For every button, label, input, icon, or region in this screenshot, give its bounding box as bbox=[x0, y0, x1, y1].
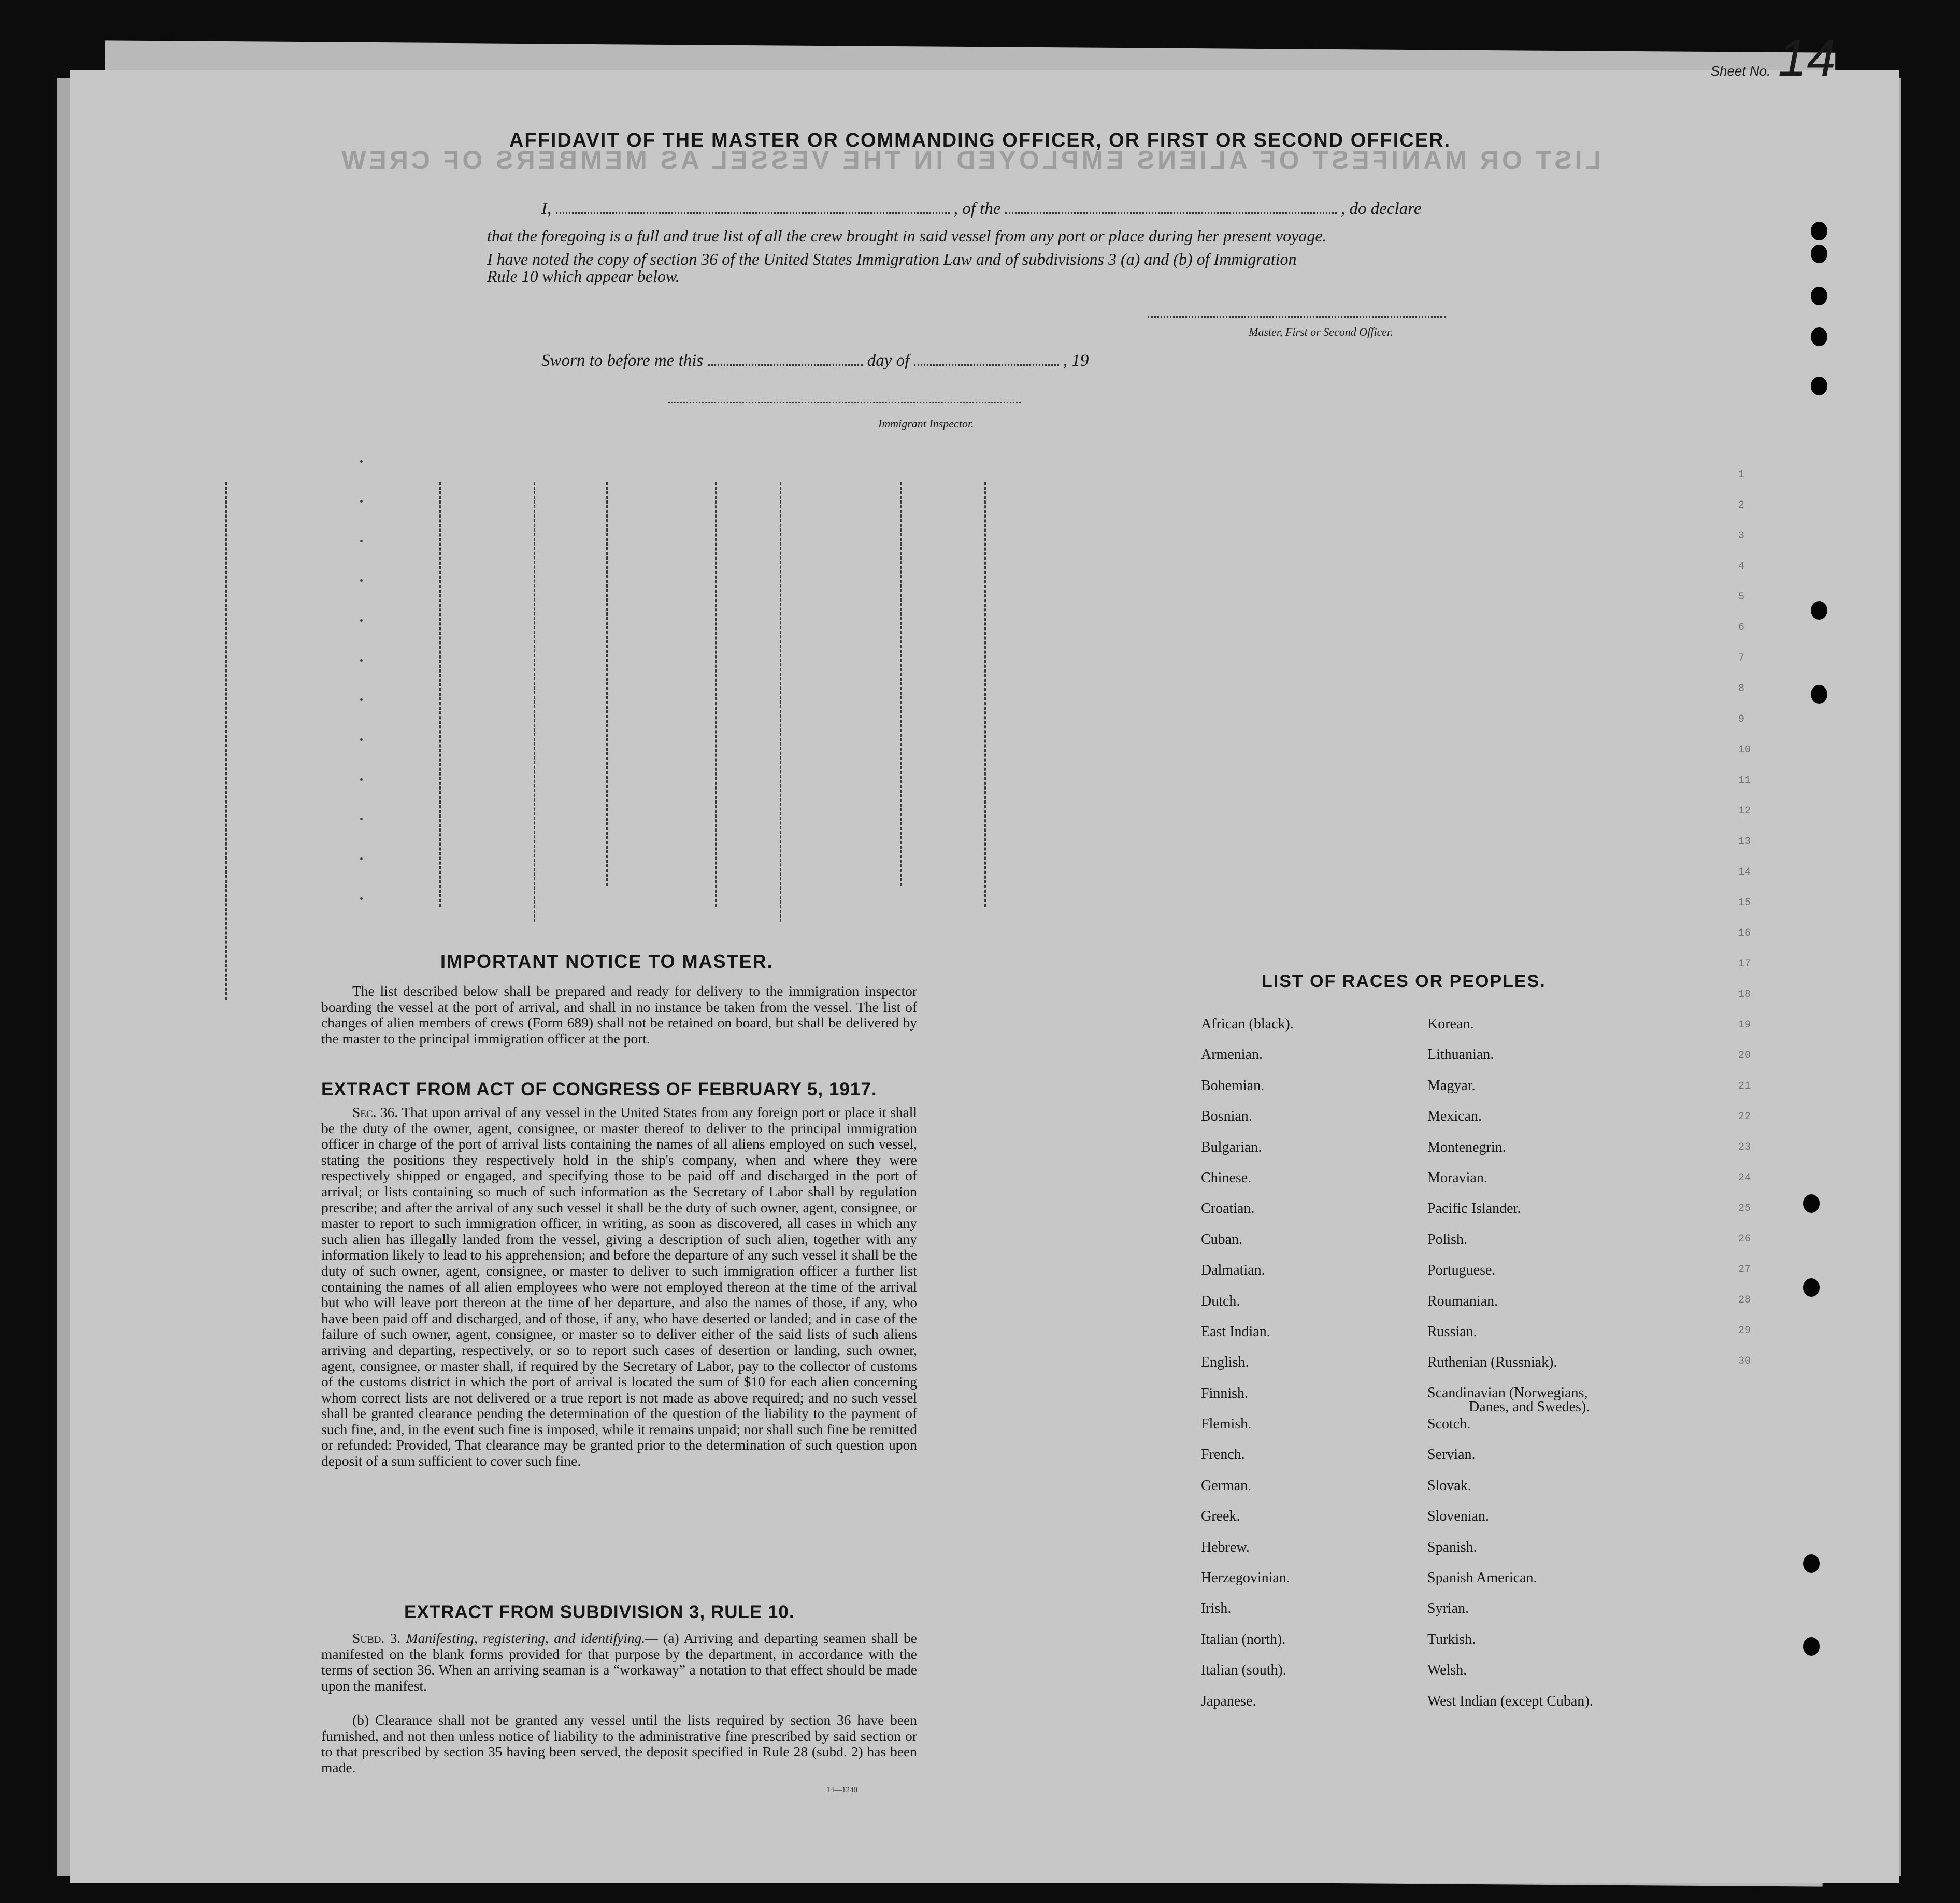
row-number: 15 bbox=[1738, 897, 1751, 909]
row-number: 23 bbox=[1738, 1141, 1751, 1153]
row-marker bbox=[360, 500, 363, 503]
name-field[interactable] bbox=[556, 212, 950, 214]
race-item: West Indian (except Cuban). bbox=[1427, 1693, 1593, 1709]
race-item: Pacific Islander. bbox=[1427, 1200, 1521, 1217]
race-item: Korean. bbox=[1427, 1016, 1474, 1032]
row-number: 8 bbox=[1738, 683, 1745, 695]
affidavit-line-3: I have noted the copy of section 36 of the United States Immigration Law and of subdivisions 3 (a) and (b) of Immigration bbox=[487, 250, 1297, 268]
affidavit-title: AFFIDAVIT OF THE MASTER OR COMMANDING OFFICER, OR FIRST OR SECOND OFFICER. bbox=[509, 130, 1451, 151]
race-item: Lithuanian. bbox=[1427, 1047, 1494, 1063]
row-number: 7 bbox=[1738, 652, 1745, 664]
binder-hole bbox=[1803, 1637, 1820, 1656]
affidavit-i: I, bbox=[541, 199, 552, 218]
act-section-text: That upon arrival of any vessel in the United States from any foreign port or place it shall be the duty of the owner, agent, consignee, or master thereof to deliver to the principal immigration officer in charge of the port of arrival lists containing the names of all aliens employed on such vessel, stating the positions they respectively hold in the ship's company, when and where they were respectively shipped or engaged, and specifying those to be paid off and discharged in the port of arrival; or lists containing so much of such information as the Secretary of Labor shall by regulation prescribe; and after the arrival of any such vessel it shall be the duty of such owner, agent, consignee, or master to report to such immigration officer, in writing, as soon as discovered, all cases in which any such alien has illegally landed from the vessel, giving a description of such alien, together with any information likely to lead to his apprehension; and before the departure of any such vessel it shall be the duty of such owner, agent, consignee, or master to deliver to such immigration officer a further list containing the names of all alien employees who were not employed thereon at the time of the arrival but who will leave port thereon at the time of her departure, and also the names of those, if any, who have been paid off and discharged, and of those, if any, who have deserted or landed; and in case of the failure of such owner, agent, consignee, or master so to deliver either of the said lists of such aliens arriving and departing, respectively, or so to report such cases of desertion or landing, such owner, agent, consignee, or master shall, if required by the Secretary of Labor, pay to the collector of customs of the customs district in which the port of arrival is located the sum of $10 for each alien concerning whom correct lists are not delivered or a true report is not made as above required; and no such vessel shall be granted clearance pending the determination of the question of the liability to the payment of such fine, and, in the event such fine is imposed, while it remains unpaid; nor shall such fine be remitted or refunded: Provided, That clearance may be granted prior to the determination of such question upon deposit of a sum sufficient to cover such fine. bbox=[321, 1104, 918, 1469]
race-item: Italian (south). bbox=[1201, 1662, 1286, 1679]
master-signature-label: Master, First or Second Officer. bbox=[1249, 325, 1393, 338]
sworn-day-of: day of bbox=[867, 351, 910, 370]
row-number: 28 bbox=[1738, 1294, 1751, 1306]
race-item: Roumanian. bbox=[1427, 1293, 1498, 1309]
race-item: Dutch. bbox=[1201, 1293, 1240, 1309]
row-number: 20 bbox=[1738, 1050, 1751, 1062]
inspector-signature-label: Immigrant Inspector. bbox=[878, 417, 974, 430]
form-code: 14—1240 bbox=[826, 1786, 857, 1794]
row-number: 6 bbox=[1738, 622, 1745, 634]
race-item: Flemish. bbox=[1201, 1416, 1252, 1433]
affidavit-of-the: , of the bbox=[953, 199, 1001, 218]
row-number: 22 bbox=[1738, 1111, 1751, 1123]
sworn-line bbox=[541, 351, 1089, 370]
race-item: Servian. bbox=[1427, 1447, 1476, 1463]
binder-hole bbox=[1811, 685, 1827, 704]
race-item: Bohemian. bbox=[1201, 1077, 1265, 1094]
race-item: French. bbox=[1201, 1447, 1245, 1463]
race-item: Dalmatian. bbox=[1201, 1262, 1265, 1279]
race-item: English. bbox=[1201, 1354, 1249, 1371]
sworn-year: , 19 bbox=[1063, 351, 1089, 370]
row-marker bbox=[360, 659, 363, 662]
row-number: 26 bbox=[1738, 1233, 1751, 1245]
rule-subd-label: Subd. 3. bbox=[352, 1630, 401, 1646]
race-item: Bosnian. bbox=[1201, 1108, 1252, 1125]
vessel-field[interactable] bbox=[1005, 212, 1337, 214]
race-item: Scotch. bbox=[1427, 1416, 1471, 1433]
rule-extract-para-b: (b) Clearance shall not be granted any vessel until the lists required by section 36 have been furnished, and not then unless notice of liability to the administrative fine prescribed by said section or to that prescribed by section 35 having been served, the deposit specified in Rule 28 (subd. 2) has been made. bbox=[321, 1712, 917, 1776]
race-item: Finnish. bbox=[1201, 1385, 1249, 1401]
row-number: 30 bbox=[1738, 1355, 1751, 1367]
race-item: Russian. bbox=[1427, 1323, 1477, 1340]
sworn-day-field[interactable] bbox=[708, 364, 863, 366]
row-number: 16 bbox=[1738, 927, 1751, 939]
column-rule bbox=[606, 482, 609, 886]
race-item: Syrian. bbox=[1427, 1600, 1469, 1617]
race-item: Croatian. bbox=[1201, 1200, 1255, 1217]
binder-hole bbox=[1803, 1194, 1820, 1213]
row-number: 27 bbox=[1738, 1264, 1751, 1276]
row-number: 19 bbox=[1738, 1019, 1751, 1031]
column-rule bbox=[225, 482, 228, 1000]
race-item: Moravian. bbox=[1427, 1169, 1487, 1186]
row-number: 12 bbox=[1738, 805, 1751, 817]
affidavit-line-2: that the foregoing is a full and true list of all the crew brought in said vessel from any port or place during her present voyage. bbox=[487, 226, 1327, 245]
notice-title: IMPORTANT NOTICE TO MASTER. bbox=[440, 951, 774, 972]
race-item: Hebrew. bbox=[1201, 1539, 1250, 1555]
race-item: Armenian. bbox=[1201, 1047, 1263, 1063]
column-rule bbox=[984, 482, 988, 907]
race-item: Greek. bbox=[1201, 1508, 1240, 1525]
row-number: 13 bbox=[1738, 836, 1751, 848]
row-number: 14 bbox=[1738, 866, 1751, 878]
race-item: Portuguese. bbox=[1427, 1262, 1496, 1279]
notice-body: The list described below shall be prepared and ready for delivery to the immigration inspector boarding the vessel at the port of arrival, and shall in no instance be taken from the vessel. The list of changes of alien members of crews (Form 689) shall not be retained on board, but shall be delivered by the master to the principal immigration officer at the port. bbox=[321, 983, 917, 1047]
row-marker bbox=[360, 778, 363, 781]
binder-hole bbox=[1811, 377, 1827, 395]
race-item: Slovenian. bbox=[1427, 1508, 1489, 1525]
row-number: 25 bbox=[1738, 1203, 1751, 1214]
row-number: 10 bbox=[1738, 744, 1751, 756]
race-item: Bulgarian. bbox=[1201, 1139, 1262, 1155]
sworn-month-field[interactable] bbox=[914, 364, 1059, 366]
sheet-number-label: Sheet No. bbox=[1710, 63, 1771, 79]
affidavit-declare: , do declare bbox=[1340, 199, 1422, 218]
rule-extract-title: EXTRACT FROM SUBDIVISION 3, RULE 10. bbox=[404, 1602, 795, 1622]
sworn-prefix: Sworn to before me this bbox=[541, 351, 704, 370]
race-item: Scandinavian (Norwegians, Danes, and Swedes). bbox=[1427, 1386, 1593, 1416]
row-number: 18 bbox=[1738, 989, 1751, 1000]
race-item: Slovak. bbox=[1427, 1477, 1471, 1494]
race-item: Montenegrin. bbox=[1427, 1139, 1506, 1155]
race-item: Ruthenian (Russniak). bbox=[1427, 1354, 1557, 1371]
rule-subd-heading: Manifesting, registering, and identifying.— bbox=[406, 1630, 658, 1646]
row-marker bbox=[360, 698, 363, 701]
row-number: 2 bbox=[1738, 499, 1745, 511]
column-rule bbox=[534, 482, 537, 922]
column-rule bbox=[780, 482, 783, 922]
race-item: Welsh. bbox=[1427, 1662, 1467, 1679]
row-number: 3 bbox=[1738, 530, 1745, 542]
act-extract-title: EXTRACT FROM ACT OF CONGRESS OF FEBRUARY 5, 1917. bbox=[321, 1079, 877, 1099]
inspector-signature-field[interactable] bbox=[668, 402, 1021, 403]
affidavit-line-4: Rule 10 which appear below. bbox=[487, 267, 680, 285]
race-item: Mexican. bbox=[1427, 1108, 1482, 1125]
races-title: LIST OF RACES OR PEOPLES. bbox=[1262, 971, 1546, 991]
binder-hole bbox=[1811, 287, 1827, 305]
bleed-through-header: LIST OR MANIFEST OF ALIENS EMPLOYED IN THE VESSEL AS MEMBERS OF CREW bbox=[338, 146, 1601, 175]
row-number: 1 bbox=[1738, 469, 1745, 481]
row-marker bbox=[360, 540, 363, 542]
binder-hole bbox=[1811, 222, 1827, 240]
row-number: 5 bbox=[1738, 591, 1745, 603]
master-signature-field[interactable] bbox=[1148, 316, 1446, 318]
binder-hole bbox=[1803, 1554, 1820, 1573]
row-number: 17 bbox=[1738, 958, 1751, 970]
race-item: Magyar. bbox=[1427, 1077, 1476, 1094]
race-item: Polish. bbox=[1427, 1231, 1468, 1248]
race-item: Cuban. bbox=[1201, 1231, 1243, 1248]
act-section-label: Sec. 36. bbox=[352, 1104, 398, 1120]
race-item: Herzegovinian. bbox=[1201, 1570, 1290, 1586]
race-item: German. bbox=[1201, 1477, 1252, 1494]
row-marker bbox=[360, 857, 363, 860]
races-list-right bbox=[1427, 1017, 1593, 1724]
rule-extract-para-a bbox=[321, 1630, 917, 1694]
row-number: 11 bbox=[1738, 775, 1751, 786]
binder-hole bbox=[1803, 1278, 1820, 1297]
binder-hole bbox=[1811, 327, 1827, 346]
row-number: 21 bbox=[1738, 1080, 1751, 1092]
race-item-continuation: Danes, and Swedes). bbox=[1469, 1398, 1590, 1415]
manifest-sheet bbox=[70, 70, 1899, 1883]
race-item: Italian (north). bbox=[1201, 1631, 1286, 1648]
row-number: 24 bbox=[1738, 1172, 1751, 1184]
race-item: Japanese. bbox=[1201, 1693, 1256, 1709]
race-item: African (black). bbox=[1201, 1016, 1294, 1032]
race-item: Irish. bbox=[1201, 1600, 1232, 1617]
row-marker bbox=[360, 619, 363, 622]
row-number: 9 bbox=[1738, 713, 1745, 725]
row-marker bbox=[360, 579, 363, 582]
column-rule bbox=[439, 482, 442, 907]
binder-hole bbox=[1811, 245, 1827, 263]
row-marker bbox=[360, 738, 363, 741]
sheet-number-value: 14 bbox=[1778, 29, 1836, 87]
affidavit-declaration-line bbox=[541, 199, 1421, 219]
race-item: East Indian. bbox=[1201, 1323, 1270, 1340]
race-item: Spanish American. bbox=[1427, 1570, 1537, 1586]
row-number: 29 bbox=[1738, 1325, 1751, 1337]
race-item: Chinese. bbox=[1201, 1169, 1252, 1186]
column-rule bbox=[900, 482, 904, 886]
column-rule bbox=[715, 482, 718, 907]
binder-hole bbox=[1811, 601, 1827, 620]
races-list-left bbox=[1201, 1017, 1294, 1724]
row-number: 4 bbox=[1738, 561, 1745, 573]
race-item: Turkish. bbox=[1427, 1631, 1476, 1648]
row-marker bbox=[360, 818, 363, 820]
row-marker bbox=[360, 897, 363, 900]
row-marker bbox=[360, 460, 363, 463]
sheet-number bbox=[1711, 28, 1836, 88]
rule-para-a-text: (a) Arriving and departing seamen shall be manifested on the blank forms provided for that purpose by the department, in accordance with the terms of section 36. When an arriving seaman is a “workaway” a notation to that effect should be made upon the manifest. bbox=[321, 1630, 917, 1694]
race-item: Spanish. bbox=[1427, 1539, 1477, 1555]
act-extract-body bbox=[321, 1105, 917, 1469]
